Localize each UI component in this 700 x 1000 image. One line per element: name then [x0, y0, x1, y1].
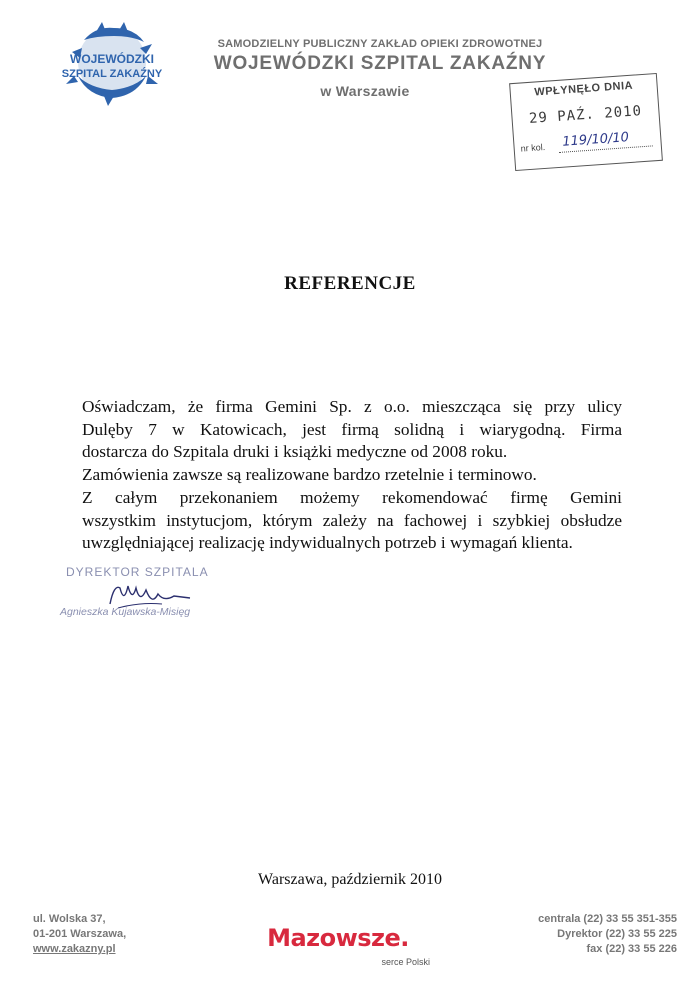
org-name-line1: SAMODZIELNY PUBLICZNY ZAKŁAD OPIEKI ZDROWOTNEJ	[217, 38, 543, 50]
body-line: Oświadczam, że firma Gemini Sp. z o.o. mieszcząca się przy ulicy	[82, 397, 622, 416]
body-line: Z całym przekonaniem możemy rekomendować firmę Gemini	[82, 487, 622, 507]
address-city: 01-201 Warszawa,	[33, 928, 127, 940]
stamp-number-value: 119/10/10	[561, 130, 630, 150]
contact-fax: fax (22) 33 55 226	[586, 943, 677, 955]
signature-title: DYREKTOR SZPITALA	[66, 565, 209, 579]
stamp-title: WPŁYNĘŁO DNIA	[534, 79, 634, 99]
stamp-date: 29 PAŹ. 2010	[528, 103, 643, 127]
body-line: dostarcza do Szpitala druki i książki medyczne od 2008 roku.	[82, 442, 508, 462]
signatory-name: Agnieszka Kujawska-Misięg	[60, 606, 191, 618]
logo-text-line1: WOJEWÓDZKI	[70, 52, 154, 66]
website-link[interactable]: www.zakazny.pl	[33, 943, 116, 955]
place-and-date: Warszawa, październik 2010	[258, 871, 442, 888]
footer-address	[33, 912, 193, 957]
document-body	[82, 396, 622, 555]
org-name-line2: WOJEWÓDZKI SZPITAL ZAKAŹNY	[213, 53, 547, 74]
body-line: Zamówienia zawsze są realizowane bardzo rzetelnie i terminowo.	[82, 465, 537, 485]
address-street: ul. Wolska 37,	[33, 913, 106, 925]
document-title: REFERENCJE	[284, 273, 416, 294]
stamp-number-label: nr kol.	[520, 141, 546, 154]
org-location: w Warszawie	[320, 83, 410, 99]
contact-director: Dyrektor (22) 33 55 225	[557, 928, 677, 940]
contact-central: centrala (22) 33 55 351-355	[538, 913, 677, 925]
received-stamp	[509, 73, 663, 171]
footer-contacts	[470, 912, 677, 957]
mazowsze-tagline: serce Polski	[381, 957, 430, 967]
hospital-logo	[44, 18, 180, 110]
body-line: uwzględniającej realizację indywidualnych potrzeb i wymagań klienta.	[82, 533, 573, 553]
body-line: Dulęby 7 w Katowicach, jest firmą solidną i wiarygodną. Firma	[82, 419, 622, 439]
logo-text-line2: SZPITAL ZAKAŹNY	[61, 68, 163, 80]
body-line: wszystkim instytucjom, którym zależy na fachowej i szybkiej obsłudze	[82, 510, 622, 530]
mazowsze-logo: Mazowsze.	[267, 924, 409, 952]
